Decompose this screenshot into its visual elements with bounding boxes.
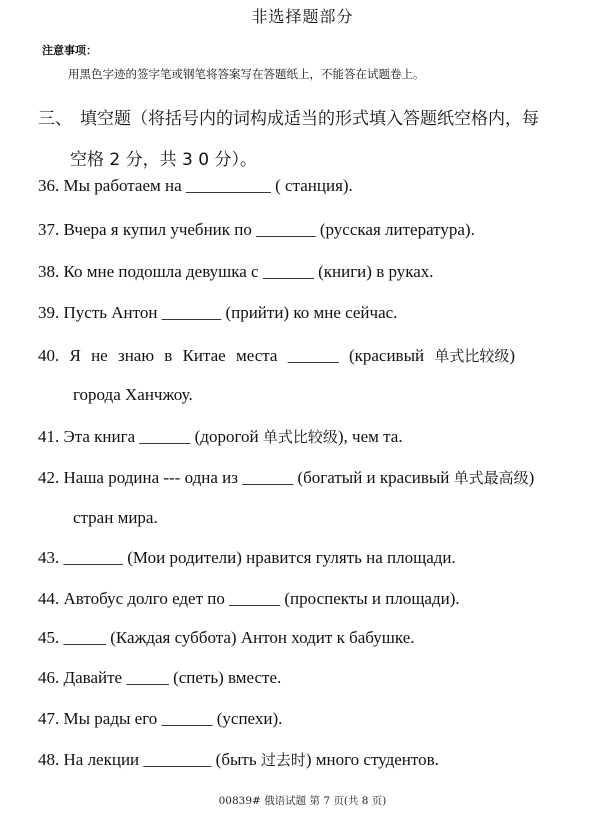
answer-blank: _____: [63, 628, 106, 647]
question-text-after: (прийти) ко мне сейчас.: [221, 303, 398, 322]
question-42: [38, 467, 534, 488]
question-text-before: Давайте: [63, 668, 127, 687]
question-number: 42.: [38, 468, 60, 487]
notice-text: 用黑色字迹的签字笔或钢笔将答案写在答题纸上，不能答在试题卷上。: [68, 67, 425, 81]
question-text-after: (красивый: [338, 346, 435, 365]
question-41: [38, 426, 403, 447]
answer-blank: _______: [256, 220, 316, 239]
question-text-after: (русская литература).: [315, 220, 475, 239]
question-text-before: Я не знаю в Китае места: [69, 346, 288, 365]
answer-blank: ______: [287, 346, 339, 365]
question-text-before: Ко мне подошла девушка с: [63, 262, 263, 281]
question-text-before: Вчера я купил учебник по: [63, 220, 257, 239]
question-text-before: Мы рады его: [63, 709, 162, 728]
question-number: 44.: [38, 589, 60, 608]
question-number: 40.: [38, 346, 60, 365]
answer-blank: ______: [229, 589, 281, 608]
page-footer: 00839# 俄语试题 第 7 页(共 8 页): [218, 795, 387, 807]
question-number: 41.: [38, 427, 60, 446]
question-45: [38, 628, 415, 648]
question-42-continuation: стран мира.: [73, 508, 158, 527]
answer-blank: __________: [185, 176, 271, 195]
question-number: 37.: [38, 220, 60, 239]
question-43: [38, 548, 456, 568]
section-instruction-line2: 空格 2 分，共 3 0 分）。: [70, 150, 257, 170]
grammar-hint: 过去时: [260, 751, 306, 769]
question-text-after: ( станция).: [270, 176, 353, 195]
question-text-after: (проспекты и площади).: [280, 589, 460, 608]
question-47: [38, 709, 282, 729]
answer-blank: ________: [143, 750, 212, 769]
question-text-after: (богатый и красивый: [293, 468, 454, 487]
question-text-before: На лекции: [63, 750, 144, 769]
answer-blank: ______: [139, 427, 191, 446]
question-text-after: (книги) в руках.: [313, 262, 434, 281]
grammar-hint: 单式比较级: [434, 347, 510, 365]
section-number: 三、: [38, 109, 72, 129]
question-text-after: (успехи).: [212, 709, 283, 728]
question-text-after: (быть: [211, 750, 261, 769]
question-48: [38, 749, 439, 770]
question-text-after: (Каждая суббота) Антон ходит к бабушке.: [106, 628, 415, 647]
question-38: [38, 262, 434, 282]
question-number: 47.: [38, 709, 60, 728]
answer-blank: ______: [242, 468, 294, 487]
notice-label: 注意事项：: [42, 44, 97, 57]
question-number: 36.: [38, 176, 60, 195]
question-40-continuation: города Ханчжоу.: [73, 385, 193, 404]
question-number: 43.: [38, 548, 60, 567]
question-text-closing: ), чем та.: [337, 427, 403, 446]
answer-blank: _______: [63, 548, 123, 567]
question-text-closing: ) много студентов.: [305, 750, 439, 769]
question-text-before: Наша родина --- одна из: [63, 468, 243, 487]
question-number: 45.: [38, 628, 60, 647]
question-text-closing: ): [509, 346, 516, 365]
grammar-hint: 单式比较级: [262, 428, 338, 446]
question-36: [38, 176, 353, 196]
question-text-after: (дорогой: [190, 427, 263, 446]
question-40: [38, 345, 515, 366]
question-46: [38, 668, 281, 688]
question-text-after: (Мои родители) нравится гулять на площади.: [123, 548, 456, 567]
question-number: 38.: [38, 262, 60, 281]
answer-blank: ______: [262, 262, 314, 281]
page-title: 非选择题部分: [251, 7, 354, 26]
question-text-after: (спеть) вместе.: [168, 668, 282, 687]
question-text-before: Мы работаем на: [63, 176, 186, 195]
question-number: 48.: [38, 750, 60, 769]
question-text-before: Эта книга: [63, 427, 140, 446]
answer-blank: _______: [161, 303, 222, 322]
question-number: 46.: [38, 668, 60, 687]
question-37: [38, 220, 475, 240]
question-39: [38, 303, 397, 323]
answer-blank: _____: [126, 668, 169, 687]
grammar-hint: 单式最高级: [453, 469, 529, 487]
question-text-closing: ): [528, 468, 535, 487]
question-number: 39.: [38, 303, 60, 322]
question-text-before: Пусть Антон: [63, 303, 162, 322]
question-text-before: Автобус долго едет по: [63, 589, 230, 608]
question-44: [38, 589, 460, 609]
section-instruction-line1: 填空题（将括号内的词构成适当的形式填入答题纸空格内，每: [80, 109, 539, 129]
answer-blank: ______: [161, 709, 213, 728]
